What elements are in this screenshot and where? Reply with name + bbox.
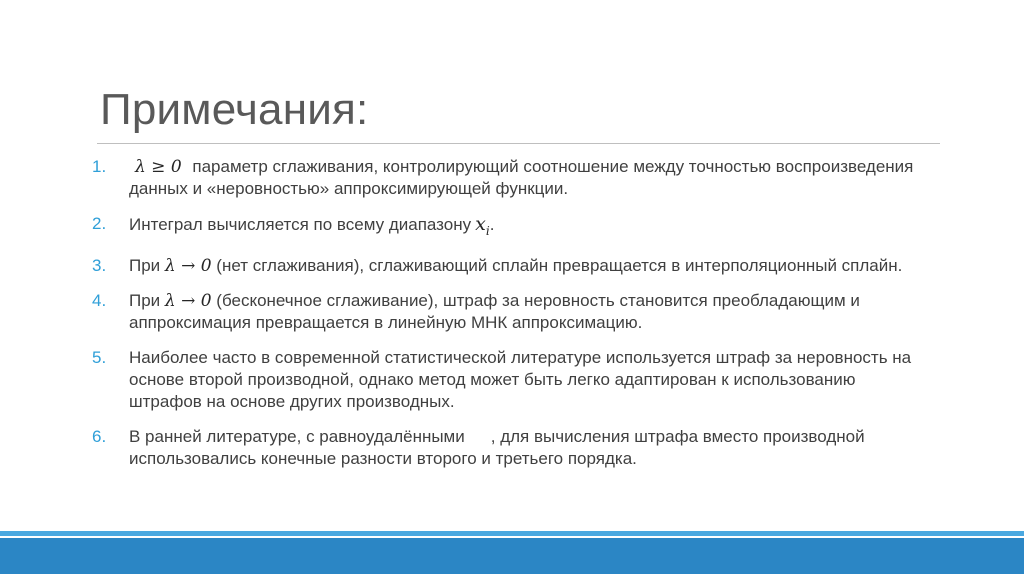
math-lambda-to-zero: λ → 0 [164,290,212,311]
note-text-end: (нет сглаживания), сглаживающий сплайн превращается в интерполяционный сплайн. [211,255,903,275]
note-number: 3. [92,255,107,275]
math-x-subscript: i [485,223,490,238]
note-text: параметр сглаживания, контролирующий соотношение между точностью воспроизведения данных и «неровностью» аппроксимирующей функции. [129,157,914,198]
notes-list [92,156,922,483]
note-item-6 [92,426,922,470]
note-text: При [129,255,165,275]
note-text: В ранней литературе, с равноудалёнными [129,426,465,446]
note-text: Интеграл вычисляется по всему диапазону [129,215,472,234]
note-number: 4. [92,290,107,310]
note-item-3 [92,255,922,277]
note-text-end: , для вычисления штрафа вместо производной использовались конечные разности второго и третьего порядка. [129,426,865,468]
footer-accent-line [0,531,1024,536]
math-x-var: x [475,213,486,235]
footer-bar [0,538,1024,574]
note-text: Наиболее часто в современной статистической литературе используется штраф за неровность на основе второй производной, однако метод может быть легко адаптирован к использованию штрафов на основе других производных. [129,347,912,411]
note-text: При [129,290,165,310]
note-number: 2. [92,214,107,233]
note-number: 6. [92,426,107,446]
math-x-i [475,213,490,238]
note-item-4 [92,290,922,334]
note-item-5 [92,347,922,413]
note-number: 5. [92,347,107,367]
note-item-1 [92,156,922,200]
note-text-end: (бесконечное сглаживание), штраф за неровность становится преобладающим и аппроксимация превращается в линейную МНК аппроксимацию. [129,290,860,332]
slide-title: Примечания: [100,85,369,134]
math-lambda-to-zero: λ → 0 [164,255,212,276]
note-number: 1. [92,157,107,176]
note-item-2 [92,213,922,242]
note-text-end: . [489,215,495,234]
math-lambda-geq-zero: λ ≥ 0 [135,157,182,177]
title-divider [97,143,940,144]
